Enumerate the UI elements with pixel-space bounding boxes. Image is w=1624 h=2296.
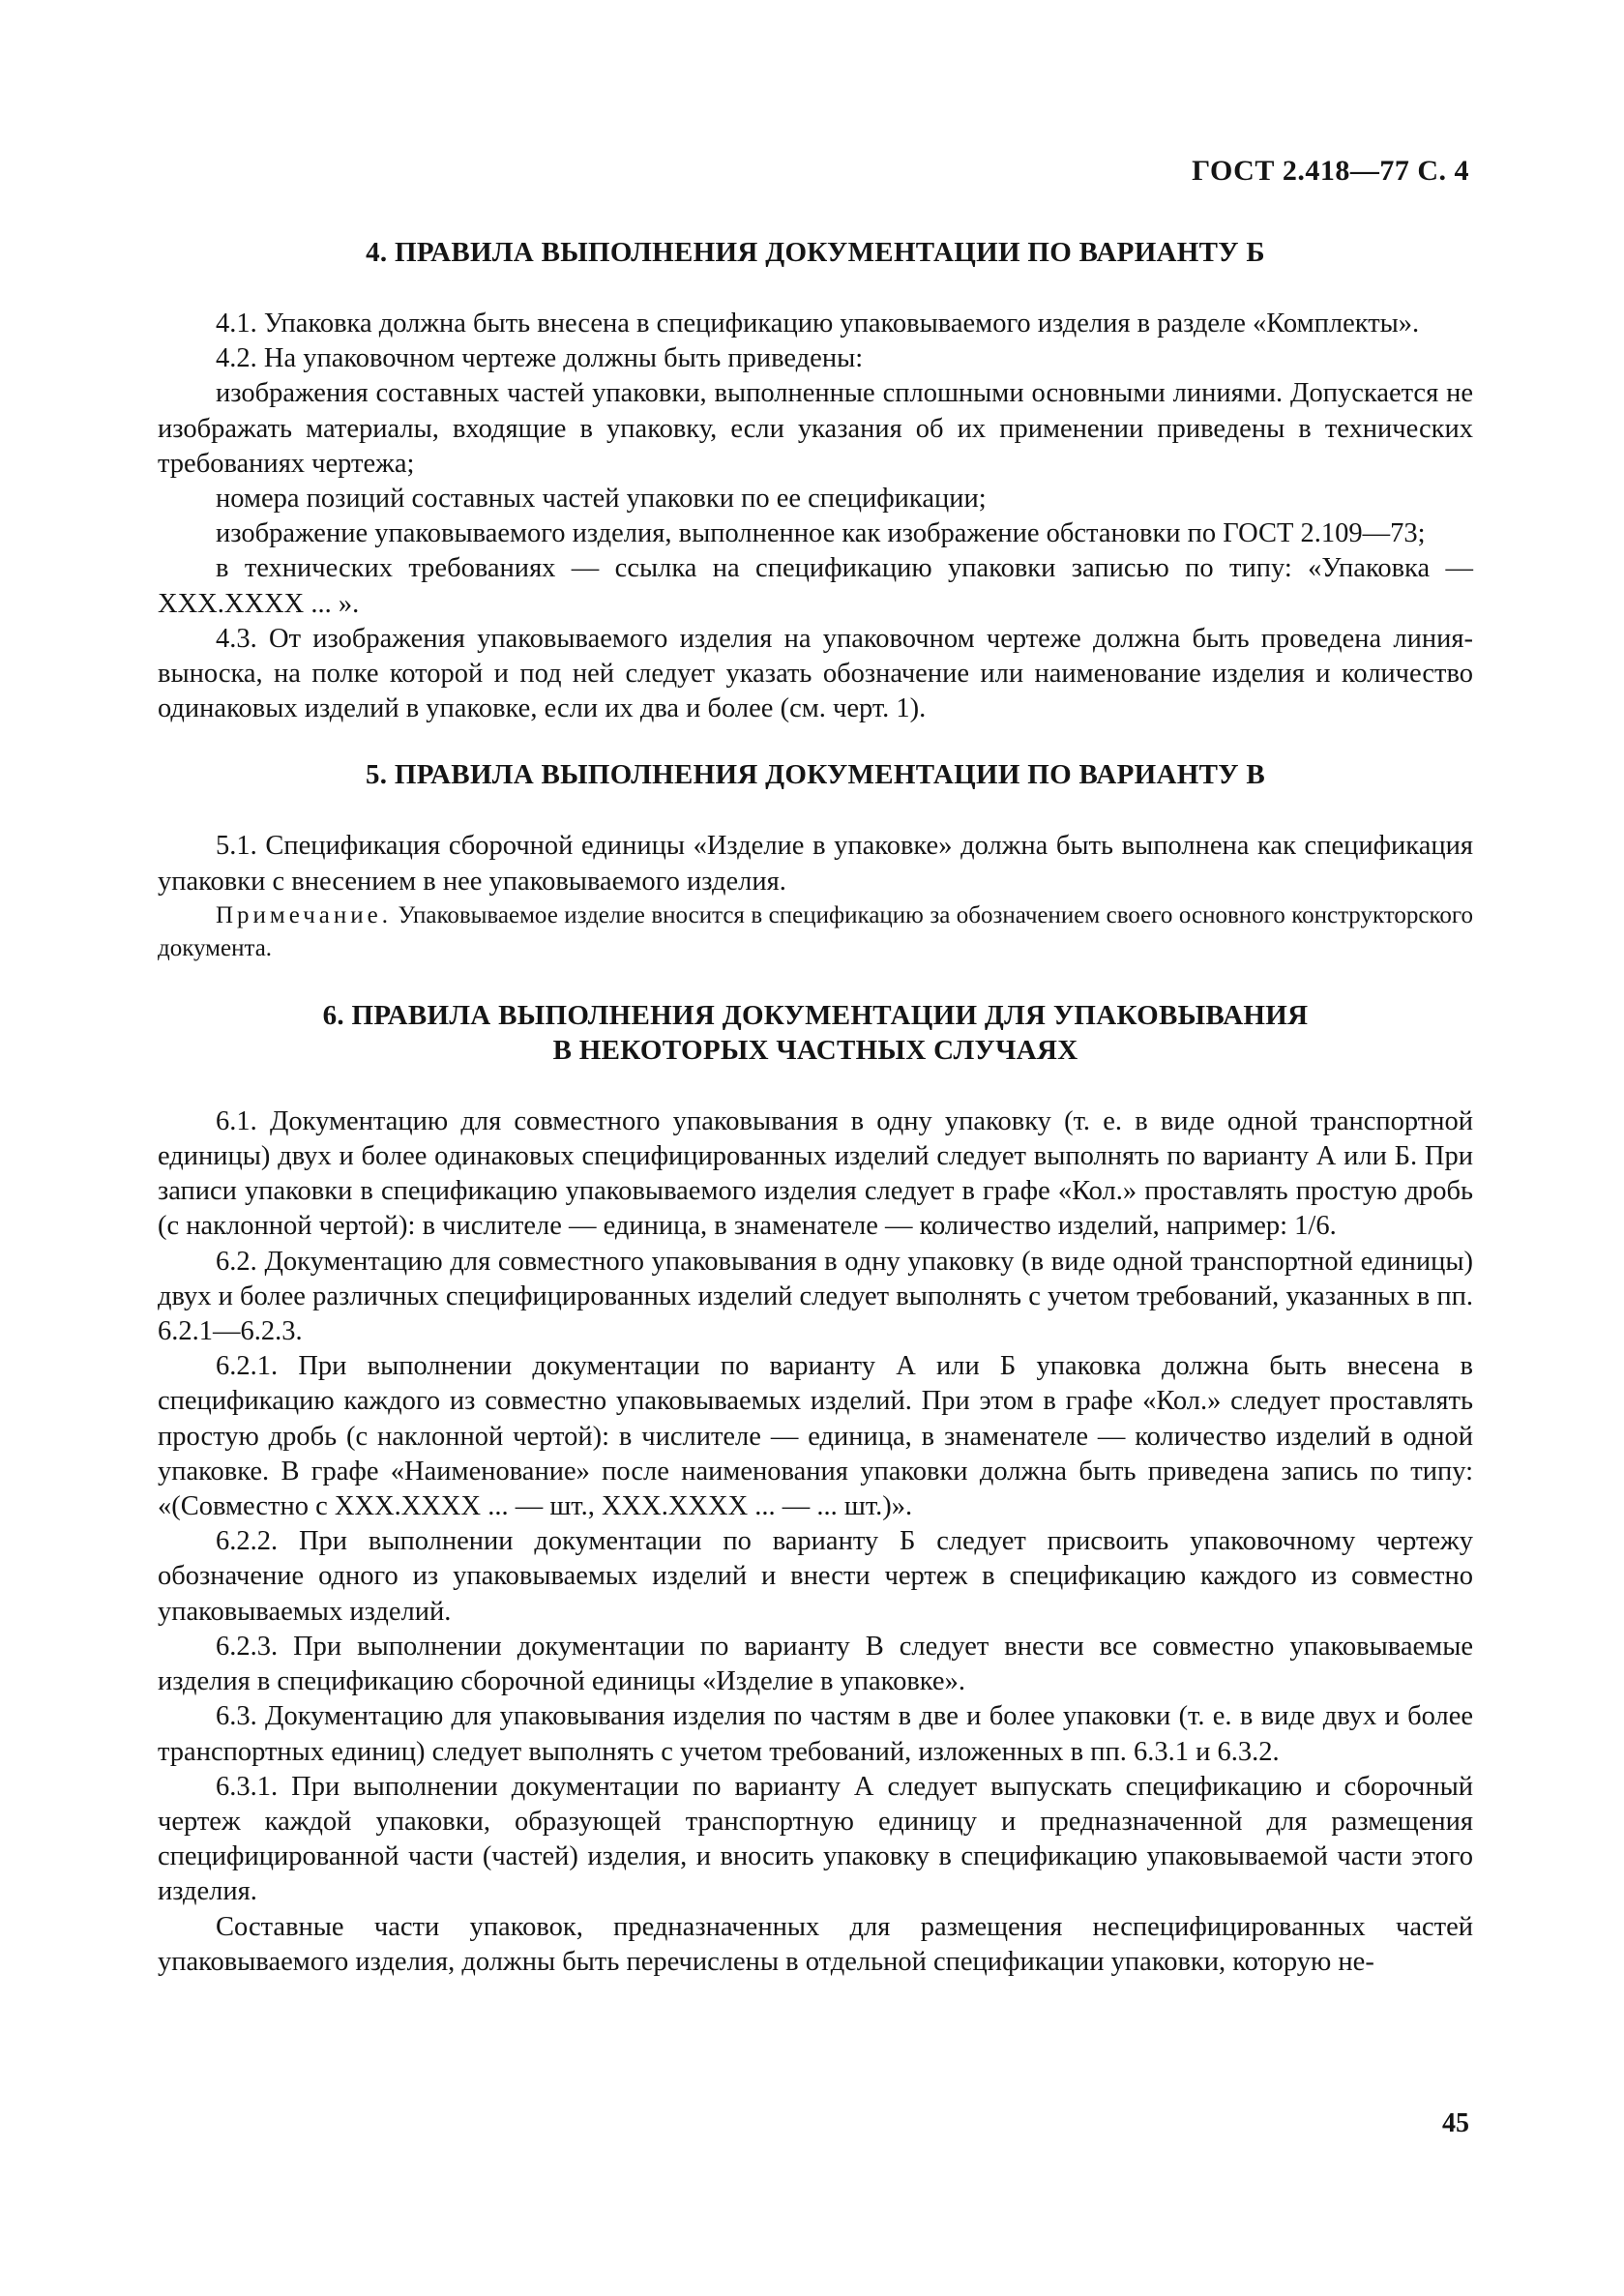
section-6-title bbox=[158, 998, 1473, 1068]
paragraph-6-2-2: 6.2.2. При выполнении документации по варианту Б следует присвоить упаковочному чертежу обозначение одного из упаковываемых изделий и внести чертеж в спецификацию каждого из совместно упаковываемых изделий. bbox=[158, 1526, 1473, 1627]
paragraph-4-2: 4.2. На упаковочном чертеже должны быть приведены: bbox=[216, 343, 864, 374]
paragraph-6-1: 6.1. Документацию для совместного упаковывания в одну упаковку (т. е. в виде одной транспортной единицы) двух и более одинаковых специфицированных изделий следует выполнять по варианту А или Б. При записи упаковки в спецификацию упаковываемого изделия следует в графе «Кол.» проставлять простую дробь (с наклонной чертой): в числителе — единица, в знаменателе — количество изделий, например: 1/6. bbox=[158, 1105, 1473, 1242]
paragraph-4-3: 4.3. От изображения упаковываемого изделия на упаковочном чертеже должна быть проведена линия-выноска, на полке которой и под ней следует указать обозначение или наименование изделия и количество одинаковых изделий в упаковке, если их два и более (см. черт. 1). bbox=[158, 623, 1473, 724]
paragraph-4-2-item-1: изображения составных частей упаковки, выполненные сплошными основными линиями. Допускается не изображать материалы, входящие в упаковку, если указания об их применении приведены в технических требованиях чертежа; bbox=[158, 378, 1473, 479]
paragraph-6-3-1: 6.3.1. При выполнении документации по варианту А следует выпускать спецификацию и сборочный чертеж каждой упаковки, образующей транспортную единицу и предназначенной для размещения специфицированной части (частей) изделия, и вносить упаковку в спецификацию упаковываемой части этого изделия. bbox=[158, 1771, 1473, 1907]
note-label: Примечание. bbox=[216, 901, 393, 928]
paragraph-4-2-item-3: изображение упаковываемого изделия, выполненное как изображение обстановки по ГОСТ 2.109—73; bbox=[216, 518, 1426, 549]
paragraph-6-2: 6.2. Документацию для совместного упаковывания в одну упаковку (в виде одной транспортной единицы) двух и более различных специфицированных изделий следует выполнять с учетом требований, указанных в пп. 6.2.1—6.2.3. bbox=[158, 1246, 1473, 1347]
paragraph-6-3: 6.3. Документацию для упаковывания изделия по частям в две и более упаковки (т. е. в виде двух и более транспортных единиц) следует выполнять с учетом требований, изложенных в пп. 6.3.1 и 6.3.2. bbox=[158, 1701, 1473, 1767]
note-text: Упаковываемое изделие вносится в спецификацию за обозначением своего основного конструкторского документа. bbox=[158, 901, 1473, 961]
paragraph-4-2-item-2: номера позиций составных частей упаковки по ее спецификации; bbox=[216, 484, 987, 515]
section-6-title-line-2: В НЕКОТОРЫХ ЧАСТНЫХ СЛУЧАЯХ bbox=[552, 1034, 1078, 1066]
note-paragraph bbox=[158, 899, 1473, 965]
page-number: 45 bbox=[1442, 2108, 1469, 2138]
section-6-title-line-1: 6. ПРАВИЛА ВЫПОЛНЕНИЯ ДОКУМЕНТАЦИИ ДЛЯ УПАКОВЫВАНИЯ bbox=[322, 999, 1309, 1031]
paragraph-6-2-3: 6.2.3. При выполнении документации по варианту В следует внести все совместно упаковываемые изделия в спецификацию сборочной единицы «Изделие в упаковке». bbox=[158, 1631, 1473, 1697]
paragraph-4-1: 4.1. Упаковка должна быть внесена в спецификацию упаковываемого изделия в разделе «Комплекты». bbox=[216, 309, 1420, 339]
paragraph-6-2-1: 6.2.1. При выполнении документации по варианту А или Б упаковка должна быть внесена в спецификацию каждого из совместно упаковываемых изделий. При этом в графе «Кол.» следует проставлять простую дробь (с наклонной чертой): в числителе — единица, в знаменателе — количество изделий в одной упаковке. В графе «Наименование» после наименования упаковки должна быть приведена запись по типу: «(Совместно с ХХХ.ХХХХ ... — шт., ХХХ.ХХХХ ... — ... шт.)». bbox=[158, 1351, 1473, 1522]
section-4-title: 4. ПРАВИЛА ВЫПОЛНЕНИЯ ДОКУМЕНТАЦИИ ПО ВАРИАНТУ Б bbox=[366, 237, 1265, 268]
paragraph-5-1: 5.1. Спецификация сборочной единицы «Изделие в упаковке» должна быть выполнена как спецификация упаковки с внесением в нее упаковываемого изделия. bbox=[158, 831, 1473, 897]
paragraph-4-2-item-4: в технических требованиях — ссылка на спецификацию упаковки записью по типу: «Упаковка — ХХХ.ХХХХ ... ». bbox=[158, 553, 1473, 619]
document-body bbox=[158, 235, 1473, 1980]
document-code-header: ГОСТ 2.418—77 С. 4 bbox=[1192, 155, 1469, 187]
paragraph-6-3-1-cont: Составные части упаковок, предназначенных для размещения неспецифицированных частей упаковываемого изделия, должны быть перечислены в отдельной спецификации упаковки, которую не- bbox=[158, 1911, 1473, 1977]
section-5-title: 5. ПРАВИЛА ВЫПОЛНЕНИЯ ДОКУМЕНТАЦИИ ПО ВАРИАНТУ В bbox=[366, 759, 1265, 791]
